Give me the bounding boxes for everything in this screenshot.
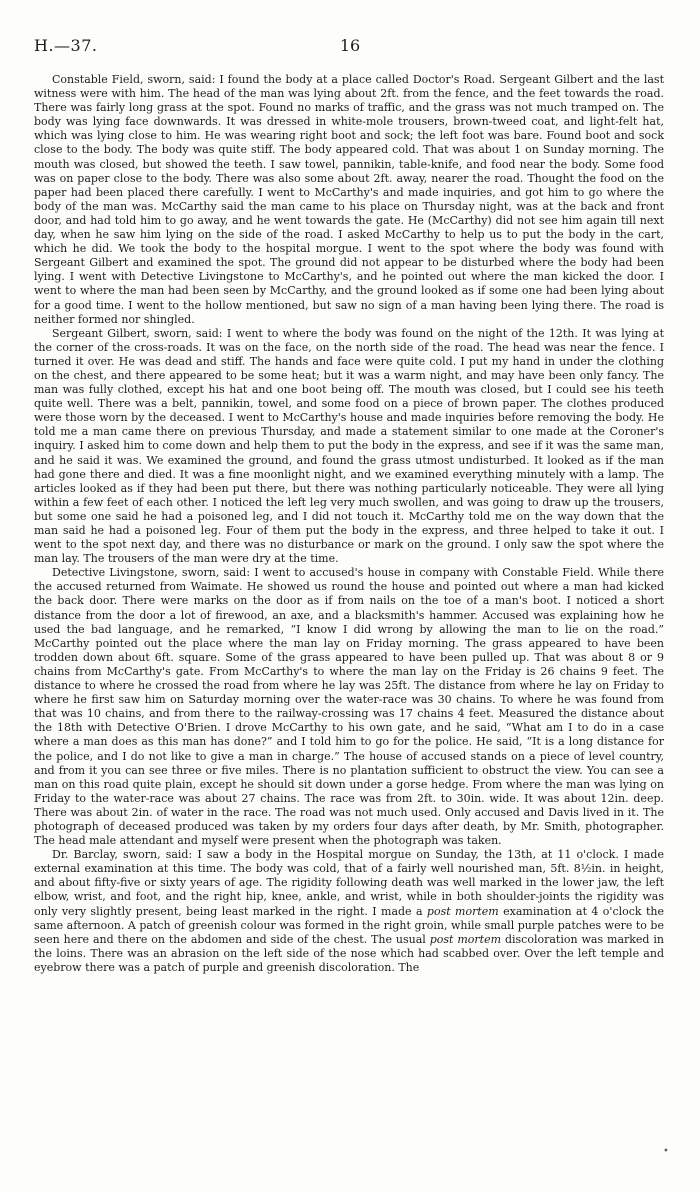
barclay-text-part-3: discoloration was marked in the loins. There was an abrasion on the left side of the nose which had scabbed over. Over the left temple and eyebrow there was a patch of purple and greenish discoloration. The (34, 932, 664, 974)
barclay-text-part-1: Dr. Barclay, sworn, said: I saw a body in the Hospital morgue on Sunday, the 13th, at 11 o'clock. I made external examination at this time. The body was cold, that of a fairly well nourished man, 5ft. 8½in. in height, and about fifty-five or sixty years of age. The rigidity following death was well marked in the lower jaw, the left elbow, wrist, and foot, and the right hip, knee, ankle, and wrist, while in both shoulder-joints the rigidity was only very slightly present, being least marked in the right. I made a (34, 848, 664, 918)
paragraph-detective-livingstone: Detective Livingstone, sworn, said: I went to accused's house in company with Constable Field. While there the accused returned from Waimate. He showed us round the house and pointed out where a man had kicked the back door. There were marks on the door as if from nails on the toe of a man's boot. I noticed a short distance from the door a lot of firewood, an axe, and a blacksmith's hammer. Accused was explaining how he used the bad language, and he remarked, “I know I did wrong by allowing the man to lie on the road.” McCarthy pointed out the place where the man lay on Friday morning. The grass appeared to have been trodden down about 6ft. square. Some of the grass appeared to have been pulled up. That was about 8 or 9 chains from McCarthy's gate. From McCarthy's to where the man lay on the Friday is 26 chains 9 feet. The distance to where he crossed the road from where he lay was 25ft. The distance from where he lay on Friday to where he first saw him on Saturday morning over the water-race was 30 chains. To where he was found from that was 10 chains, and from there to the railway-crossing was 17 chains 4 feet. Measured the distance about the 18th with Detective O'Brien. I drove McCarthy to his own gate, and he said, “What am I to do in a case where a man does as this man has done?” and I told him to go for the police. He said, “It is a long distance for the police, and I do not like to give a man in charge.” The house of accused stands on a piece of level country, and from it you can see three or five miles. There is no plantation sufficient to obstruct the view. You can see a man on this road quite plain, except he should sit down under a gorse hedge. From where the man was lying on Friday to the water-race was about 27 chains. The race was from 2ft. to 30in. wide. It was about 12in. deep. There was about 2in. of water in the race. The road was not much used. Only accused and Davis lived in it. The photograph of deceased produced was taken by my orders four days after death, by Mr. Smith, photographer. The head male attendant and myself were present when the photograph was taken. (34, 566, 664, 848)
barclay-text-part-2: examination at 4 o'clock the same afternoon. A patch of greenish colour was formed in the right groin, while small purple patches were to be seen here and there on the abdomen and side of the chest. The usual (34, 904, 664, 946)
page-number: 16 (339, 36, 361, 55)
italic-post-mortem-2: post mortem (429, 932, 502, 946)
margin-dot: • (663, 1146, 669, 1157)
paragraph-dr-barclay (34, 848, 664, 975)
italic-post-mortem-1: post mortem (426, 904, 499, 918)
document-reference: H.—37. (34, 36, 98, 55)
paragraph-constable-field: Constable Field, sworn, said: I found the body at a place called Doctor's Road. Sergeant Gilbert and the last witness were with him. The head of the man was lying about 2ft. from the fence, and the feet towards the road. There was fairly long grass at the spot. Found no marks of traffic, and the grass was not much tramped on. The body was lying face downwards. It was dressed in white-mole trousers, brown-tweed coat, and light-felt hat, which was lying close to him. He was wearing right boot and sock; the left foot was bare. Found boot and sock close to the body. The body was quite stiff. The body appeared cold. That was about 1 on Sunday morning. The mouth was closed, but showed the teeth. I saw towel, pannikin, table-knife, and food near the body. Some food was on paper close to the body. There was also some about 2ft. away, nearer the road. Thought the food on the paper had been placed there carefully. I went to McCarthy's and made inquiries, and got him to go where the body of the man was. McCarthy said the man came to his place on Thursday night, was at the back and front door, and had told him to go away, and he went towards the gate. He (McCarthy) did not see him again till next day, when he saw him lying on the side of the road. I asked McCarthy to help us to put the body in the cart, which he did. We took the body to the hospital morgue. I went to the spot where the body was found with Sergeant Gilbert and examined the spot. The ground did not appear to be disturbed where the body had been lying. I went with Detective Livingstone to McCarthy's, and he pointed out where the man kicked the door. I went to where the man had been seen by McCarthy, and the ground looked as if some one had been lying about for a good time. I went to the hollow mentioned, but saw no sign of a man having been lying there. The road is neither formed nor shingled. (34, 73, 664, 326)
paragraph-sergeant-gilbert: Sergeant Gilbert, sworn, said: I went to where the body was found on the night of the 12th. It was lying at the corner of the cross-roads. It was on the face, on the north side of the road. The head was near the fence. I turned it over. He was dead and stiff. The hands and face were quite cold. I put my hand in under the clothing on the chest, and there appeared to be some heat; but it was a warm night, and may have been only fancy. The man was fully clothed, except his hat and one boot being off. The mouth was closed, but I could see his teeth quite well. There was a belt, pannikin, towel, and some food on a piece of brown paper. The clothes produced were those worn by the deceased. I went to McCarthy's house and made inquiries before removing the body. He told me a man came there on previous Thursday, and made a statement similar to one made at the Coroner's inquiry. I asked him to come down and help them to put the body in the express, and see if it was the same man, and he said it was. We examined the ground, and found the grass utmost undisturbed. It looked as if the man had gone there and died. It was a fine moonlight night, and we examined everything minutely with a lamp. The articles looked as if they had been put there, but there was nothing particularly noticeable. They were all lying within a few feet of each other. I noticed the left leg very much swollen, and was going to draw up the trousers, but some one said he had a poisoned leg, and I did not touch it. McCarthy told me on the way down that the man said he had a poisoned leg. Four of them put the body in the express, and three helped to take it out. I went to the spot next day, and there was no disturbance or mark on the ground. I only saw the spot where the man lay. The trousers of the man were dry at the time. (34, 326, 664, 566)
document-body (34, 73, 664, 975)
page-header (34, 36, 666, 60)
